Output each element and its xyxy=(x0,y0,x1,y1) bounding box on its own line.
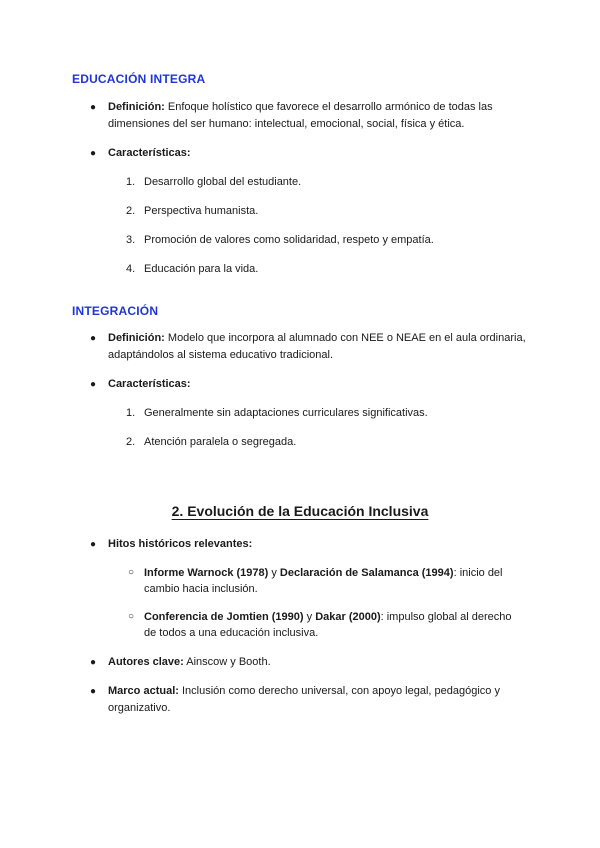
bullet-icon: ● xyxy=(90,102,97,113)
caracteristicas-label: Características: xyxy=(108,378,191,390)
list-number: 1. xyxy=(126,407,136,419)
list-item-text: Atención paralela o segregada. xyxy=(144,436,297,448)
list-number: 2. xyxy=(126,436,136,448)
list-number: 4. xyxy=(126,263,136,275)
list-item xyxy=(126,174,526,191)
hito-bold-1: Informe Warnock (1978) xyxy=(144,567,269,579)
list-item-text: Promoción de valores como solidaridad, respeto y empatía. xyxy=(144,234,434,246)
heading-educacion-integra: EDUCACIÓN INTEGRA xyxy=(72,72,206,86)
list-item-text: Educación para la vida. xyxy=(144,263,259,275)
marco-label: Marco actual: xyxy=(108,685,179,697)
hito-bold-2: Dakar (2000) xyxy=(315,611,381,623)
autores-label: Autores clave: xyxy=(108,656,184,668)
list-item xyxy=(126,203,526,220)
hito-bold-2: Declaración de Salamanca (1994) xyxy=(279,567,454,579)
list-item xyxy=(126,434,526,451)
caracteristicas-label: Características: xyxy=(108,147,191,159)
hito-rest: : inicio del cambio hacia inclusión. xyxy=(144,567,503,595)
autores-text: Ainscow y Booth. xyxy=(183,656,271,668)
hito-connector: y xyxy=(268,567,280,579)
list-item-text: Perspectiva humanista. xyxy=(144,205,259,217)
list-item xyxy=(126,405,526,422)
hollow-bullet-icon: ○ xyxy=(128,567,135,578)
hitos-historicos xyxy=(90,536,530,553)
list-item xyxy=(126,232,526,249)
list-number: 2. xyxy=(126,205,136,217)
hitos-label: Hitos históricos relevantes: xyxy=(108,538,253,550)
hollow-bullet-icon: ○ xyxy=(128,611,135,622)
list-item-text: Generalmente sin adaptaciones curriculares significativas. xyxy=(144,407,428,419)
hito-item xyxy=(126,609,526,641)
bullet-icon: ● xyxy=(90,333,97,344)
definicion-educacion-integra xyxy=(90,99,530,133)
marco-actual xyxy=(90,683,530,717)
heading-integracion: INTEGRACIÓN xyxy=(72,304,159,318)
definicion-label: Definición: xyxy=(108,101,165,113)
bullet-icon: ● xyxy=(90,148,97,159)
definicion-text: Modelo que incorpora al alumnado con NEE o NEAE en el aula ordinaria, adaptándolos al sistema educativo tradicional. xyxy=(108,332,526,361)
autores-clave xyxy=(90,654,530,671)
hito-bold-1: Conferencia de Jomtien (1990) xyxy=(144,611,304,623)
bullet-icon: ● xyxy=(90,379,97,390)
hito-connector: y xyxy=(303,611,316,623)
list-number: 1. xyxy=(126,176,136,188)
list-item xyxy=(126,261,526,278)
bullet-icon: ● xyxy=(90,657,97,668)
list-item-text: Desarrollo global del estudiante. xyxy=(144,176,302,188)
marco-text: Inclusión como derecho universal, con apoyo legal, pedagógico y organizativo. xyxy=(108,685,500,714)
definicion-integracion xyxy=(90,330,530,364)
caracteristicas-educacion-integra xyxy=(90,145,530,162)
list-number: 3. xyxy=(126,234,136,246)
hito-rest: : impulso global al derecho de todos a una educación inclusiva. xyxy=(144,611,512,639)
bullet-icon: ● xyxy=(90,686,97,697)
section-title-evolucion xyxy=(0,503,600,519)
section-title-text: 2. Evolución de la Educación Inclusiva xyxy=(171,503,429,519)
bullet-icon: ● xyxy=(90,539,97,550)
hito-item xyxy=(126,565,526,597)
definicion-text: Enfoque holístico que favorece el desarrollo armónico de todas las dimensiones del ser humano: intelectual, emocional, social, física y ética. xyxy=(108,101,493,130)
caracteristicas-integracion xyxy=(90,376,530,393)
definicion-label: Definición: xyxy=(108,332,165,344)
